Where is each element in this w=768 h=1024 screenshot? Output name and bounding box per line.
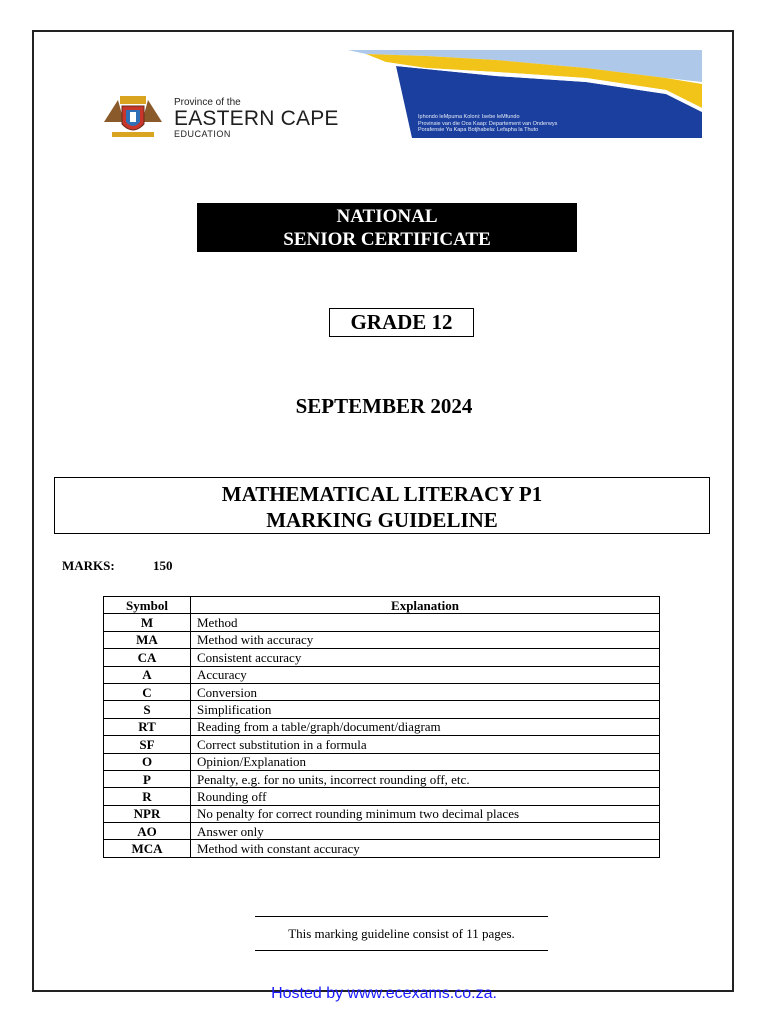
explanation-cell: Opinion/Explanation xyxy=(191,753,660,770)
symbol-cell: M xyxy=(104,614,191,631)
table-header-row xyxy=(104,597,660,614)
explanation-cell: Correct substitution in a formula xyxy=(191,736,660,753)
certificate-title-box xyxy=(197,203,577,252)
table-row xyxy=(104,788,660,805)
table-row xyxy=(104,683,660,700)
table-row xyxy=(104,649,660,666)
symbol-cell: R xyxy=(104,788,191,805)
certificate-line-1: NATIONAL xyxy=(336,206,438,227)
table-row xyxy=(104,823,660,840)
page-count-note: This marking guideline consist of 11 pages. xyxy=(288,926,515,941)
header-banner xyxy=(66,50,702,150)
symbol-cell: MCA xyxy=(104,840,191,857)
table-row xyxy=(104,631,660,648)
symbol-cell: NPR xyxy=(104,805,191,822)
explanation-cell: Simplification xyxy=(191,701,660,718)
footer-rule-top xyxy=(255,916,548,917)
table-row xyxy=(104,805,660,822)
symbol-cell: AO xyxy=(104,823,191,840)
symbol-cell: CA xyxy=(104,649,191,666)
symbol-cell: A xyxy=(104,666,191,683)
province-prefix: Province of the xyxy=(174,97,241,108)
subject-line-1: MATHEMATICAL LITERACY P1 xyxy=(221,482,543,506)
grade-box: GRADE 12 xyxy=(329,308,474,337)
department-brand xyxy=(174,97,339,139)
subject-line-2: MARKING GUIDELINE xyxy=(266,508,498,532)
explanation-cell: Penalty, e.g. for no units, incorrect rounding off, etc. xyxy=(191,770,660,787)
symbol-cell: RT xyxy=(104,718,191,735)
subject-title-box xyxy=(54,477,710,534)
table-row xyxy=(104,718,660,735)
table-row xyxy=(104,614,660,631)
symbol-cell: S xyxy=(104,701,191,718)
banner-line: Iphondo leMpuma Koloni: Isebe leMfundo xyxy=(418,114,520,120)
symbol-cell: SF xyxy=(104,736,191,753)
explanation-cell: Rounding off xyxy=(191,788,660,805)
explanation-cell: Reading from a table/graph/document/diagram xyxy=(191,718,660,735)
explanation-cell: Method xyxy=(191,614,660,631)
marks-value: 150 xyxy=(153,558,173,573)
marks-label: MARKS: xyxy=(62,558,115,573)
table-row xyxy=(104,840,660,857)
banner-line: Porafensie Ya Kapa Botjhabela: Lefapha la Thuto xyxy=(418,127,539,134)
table-row xyxy=(104,770,660,787)
symbol-cell: MA xyxy=(104,631,191,648)
table-row xyxy=(104,736,660,753)
explanation-cell: Method with accuracy xyxy=(191,631,660,648)
symbol-cell: P xyxy=(104,770,191,787)
explanation-cell: Accuracy xyxy=(191,666,660,683)
explanation-cell: Conversion xyxy=(191,683,660,700)
column-header-explanation: Explanation xyxy=(191,597,660,614)
table-row xyxy=(104,753,660,770)
symbol-cell: C xyxy=(104,683,191,700)
symbols-table xyxy=(103,596,660,858)
column-header-symbol: Symbol xyxy=(104,597,191,614)
explanation-cell: Consistent accuracy xyxy=(191,649,660,666)
hosted-by-link[interactable]: Hosted by www.ecexams.co.za. xyxy=(271,985,497,1002)
banner-line: Provinsie van die Oos Kaap: Departement van Onderwys xyxy=(418,120,558,127)
department-name: EDUCATION xyxy=(174,129,231,139)
explanation-cell: Method with constant accuracy xyxy=(191,840,660,857)
banner-text xyxy=(418,114,557,134)
province-name: EASTERN CAPE xyxy=(174,107,339,130)
certificate-line-2: SENIOR CERTIFICATE xyxy=(283,229,491,250)
explanation-cell: No penalty for correct rounding minimum two decimal places xyxy=(191,805,660,822)
marks-total xyxy=(62,558,173,574)
table-row xyxy=(104,666,660,683)
table-row xyxy=(104,701,660,718)
footer-rule-bottom xyxy=(255,950,548,951)
symbol-cell: O xyxy=(104,753,191,770)
explanation-cell: Answer only xyxy=(191,823,660,840)
exam-date: SEPTEMBER 2024 xyxy=(295,394,473,418)
